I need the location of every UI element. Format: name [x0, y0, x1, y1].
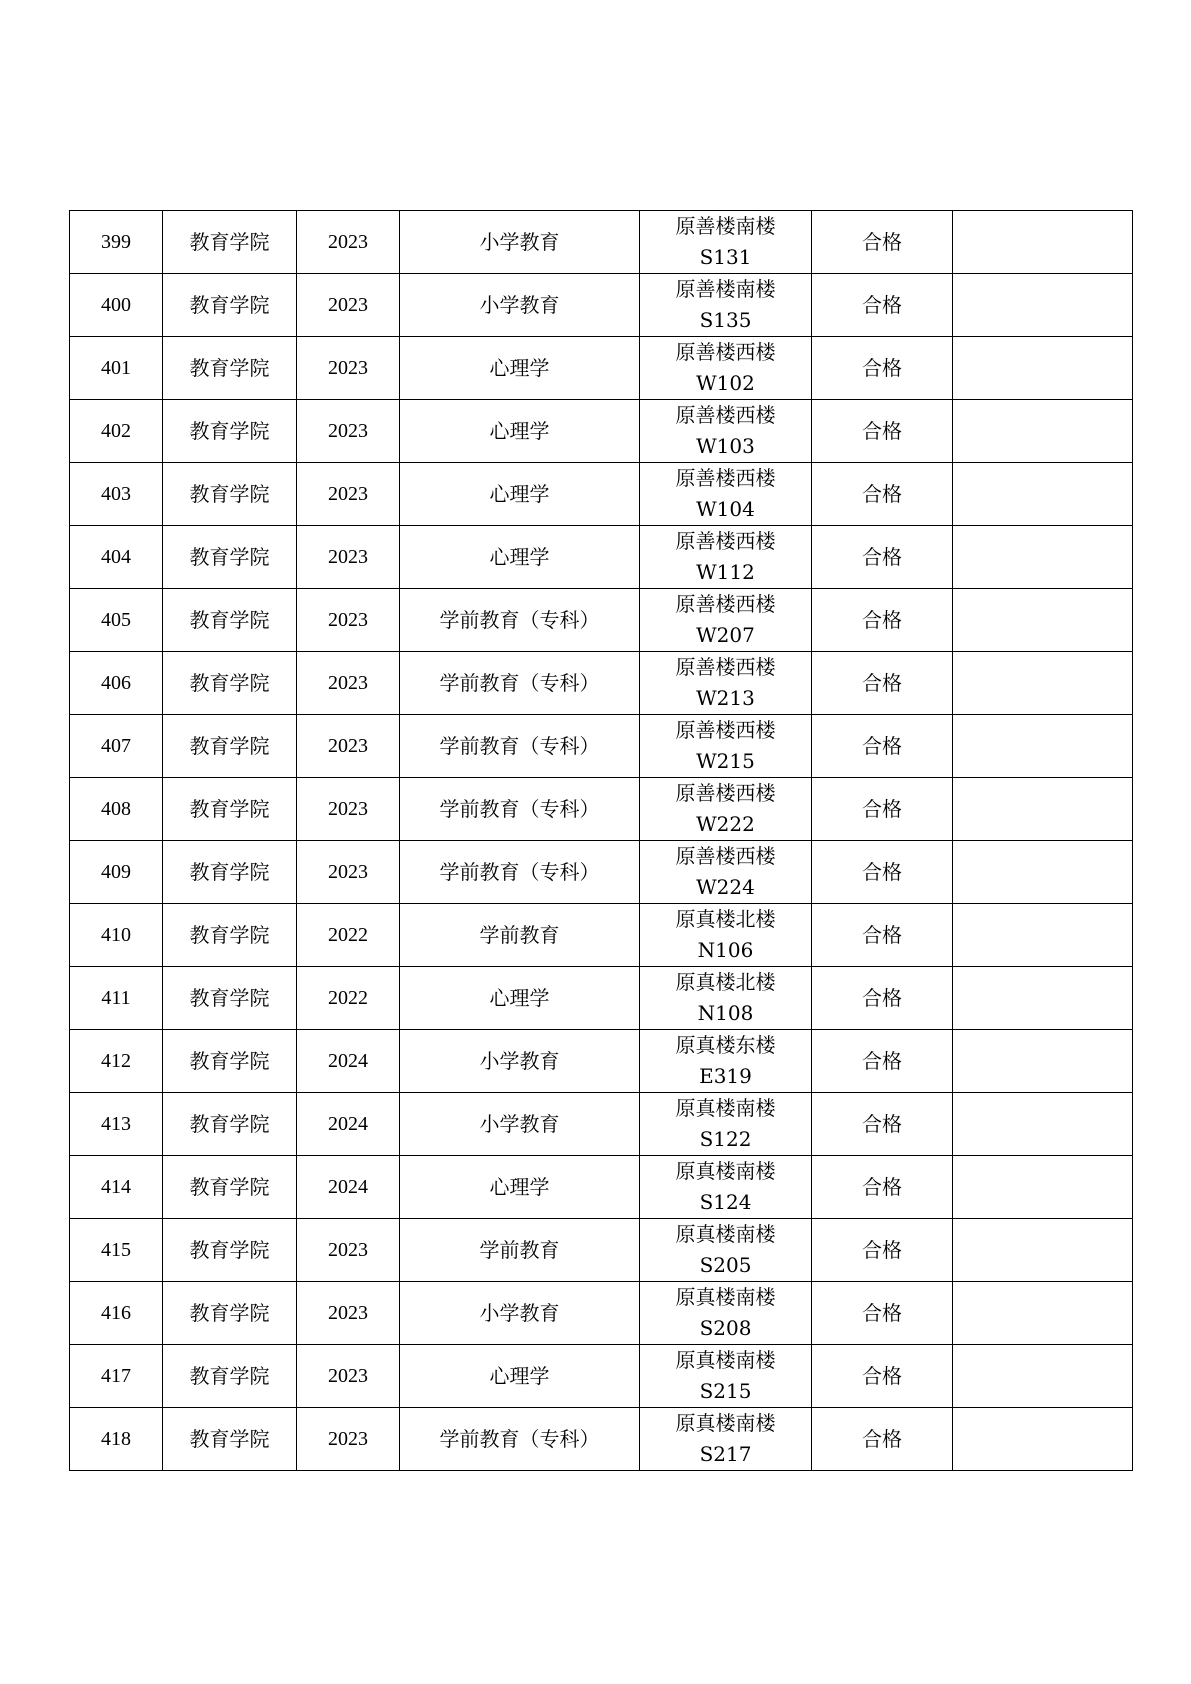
remark-cell [953, 274, 1133, 337]
major-cell: 心理学 [400, 463, 640, 526]
table-row [70, 1156, 1133, 1219]
college-cell: 教育学院 [163, 274, 297, 337]
table-row [70, 1093, 1133, 1156]
row-number-cell: 403 [70, 463, 163, 526]
table-row [70, 841, 1133, 904]
major-cell: 小学教育 [400, 1030, 640, 1093]
college-cell: 教育学院 [163, 1219, 297, 1282]
location-cell [640, 589, 812, 652]
year-cell: 2023 [297, 400, 400, 463]
remark-cell [953, 400, 1133, 463]
location-cell [640, 1408, 812, 1471]
year-cell: 2023 [297, 463, 400, 526]
college-cell: 教育学院 [163, 1093, 297, 1156]
row-number-cell: 401 [70, 337, 163, 400]
row-number-cell: 405 [70, 589, 163, 652]
building-name: 原真楼南楼 [675, 1222, 776, 1246]
room-number: S124 [699, 1190, 752, 1214]
location-cell [640, 1093, 812, 1156]
remark-cell [953, 715, 1133, 778]
major-cell: 学前教育（专科） [400, 652, 640, 715]
room-number: W222 [696, 812, 755, 836]
remark-cell [953, 1093, 1133, 1156]
table-row [70, 589, 1133, 652]
table-row [70, 211, 1133, 274]
year-cell: 2023 [297, 274, 400, 337]
college-cell: 教育学院 [163, 778, 297, 841]
location-cell [640, 1219, 812, 1282]
location-cell [640, 1156, 812, 1219]
result-cell: 合格 [812, 211, 953, 274]
building-name: 原真楼东楼 [675, 1033, 776, 1057]
table-row [70, 1219, 1133, 1282]
row-number-cell: 413 [70, 1093, 163, 1156]
building-name: 原善楼西楼 [675, 655, 776, 679]
room-number: S122 [699, 1127, 752, 1151]
location-cell [640, 652, 812, 715]
building-name: 原真楼南楼 [675, 1096, 776, 1120]
year-cell: 2023 [297, 337, 400, 400]
table-row [70, 526, 1133, 589]
building-name: 原善楼西楼 [675, 718, 776, 742]
result-cell: 合格 [812, 841, 953, 904]
building-name: 原善楼西楼 [675, 466, 776, 490]
major-cell: 心理学 [400, 400, 640, 463]
result-cell: 合格 [812, 526, 953, 589]
location-cell [640, 841, 812, 904]
college-cell: 教育学院 [163, 589, 297, 652]
college-cell: 教育学院 [163, 967, 297, 1030]
year-cell: 2024 [297, 1093, 400, 1156]
room-number: S208 [699, 1316, 752, 1340]
college-cell: 教育学院 [163, 841, 297, 904]
result-cell: 合格 [812, 1156, 953, 1219]
major-cell: 小学教育 [400, 211, 640, 274]
year-cell: 2022 [297, 904, 400, 967]
remark-cell [953, 1030, 1133, 1093]
college-cell: 教育学院 [163, 1156, 297, 1219]
room-number: W103 [696, 434, 755, 458]
major-cell: 小学教育 [400, 1093, 640, 1156]
room-number: W112 [696, 560, 755, 584]
room-number: W102 [696, 371, 755, 395]
building-name: 原真楼北楼 [675, 970, 776, 994]
room-number: N108 [697, 1001, 754, 1025]
row-number-cell: 417 [70, 1345, 163, 1408]
college-cell: 教育学院 [163, 1345, 297, 1408]
building-name: 原善楼南楼 [675, 277, 776, 301]
table-row [70, 1345, 1133, 1408]
location-cell [640, 778, 812, 841]
result-cell: 合格 [812, 1030, 953, 1093]
table-row [70, 400, 1133, 463]
room-number: S205 [699, 1253, 752, 1277]
college-cell: 教育学院 [163, 1408, 297, 1471]
major-cell: 心理学 [400, 967, 640, 1030]
year-cell: 2023 [297, 589, 400, 652]
year-cell: 2023 [297, 1408, 400, 1471]
result-cell: 合格 [812, 1219, 953, 1282]
table-row [70, 904, 1133, 967]
table-row [70, 967, 1133, 1030]
year-cell: 2024 [297, 1030, 400, 1093]
row-number-cell: 402 [70, 400, 163, 463]
room-number: S135 [699, 308, 752, 332]
result-cell: 合格 [812, 778, 953, 841]
remark-cell [953, 904, 1133, 967]
table-row [70, 1030, 1133, 1093]
year-cell: 2023 [297, 715, 400, 778]
room-number: W104 [696, 497, 755, 521]
result-cell: 合格 [812, 1093, 953, 1156]
college-cell: 教育学院 [163, 400, 297, 463]
result-cell: 合格 [812, 400, 953, 463]
college-cell: 教育学院 [163, 1282, 297, 1345]
row-number-cell: 410 [70, 904, 163, 967]
building-name: 原真楼北楼 [675, 907, 776, 931]
location-cell [640, 715, 812, 778]
remark-cell [953, 211, 1133, 274]
building-name: 原善楼西楼 [675, 340, 776, 364]
major-cell: 学前教育 [400, 1219, 640, 1282]
major-cell: 学前教育（专科） [400, 841, 640, 904]
result-cell: 合格 [812, 589, 953, 652]
major-cell: 学前教育（专科） [400, 1408, 640, 1471]
major-cell: 心理学 [400, 337, 640, 400]
row-number-cell: 415 [70, 1219, 163, 1282]
year-cell: 2024 [297, 1156, 400, 1219]
major-cell: 心理学 [400, 526, 640, 589]
location-cell [640, 967, 812, 1030]
building-name: 原真楼南楼 [675, 1411, 776, 1435]
result-cell: 合格 [812, 274, 953, 337]
location-cell [640, 337, 812, 400]
row-number-cell: 409 [70, 841, 163, 904]
college-cell: 教育学院 [163, 715, 297, 778]
row-number-cell: 406 [70, 652, 163, 715]
table-row [70, 1408, 1133, 1471]
remark-cell [953, 526, 1133, 589]
table-row [70, 274, 1133, 337]
building-name: 原善楼南楼 [675, 214, 776, 238]
year-cell: 2023 [297, 778, 400, 841]
row-number-cell: 418 [70, 1408, 163, 1471]
location-cell [640, 1030, 812, 1093]
room-number: S215 [699, 1379, 752, 1403]
row-number-cell: 416 [70, 1282, 163, 1345]
row-number-cell: 400 [70, 274, 163, 337]
building-name: 原善楼西楼 [675, 403, 776, 427]
major-cell: 小学教育 [400, 274, 640, 337]
year-cell: 2023 [297, 526, 400, 589]
room-number: E319 [699, 1064, 752, 1088]
college-cell: 教育学院 [163, 1030, 297, 1093]
table-row [70, 652, 1133, 715]
room-number: N106 [697, 938, 754, 962]
year-cell: 2023 [297, 211, 400, 274]
remark-cell [953, 1345, 1133, 1408]
location-cell [640, 1345, 812, 1408]
remark-cell [953, 778, 1133, 841]
remark-cell [953, 1156, 1133, 1219]
room-number: S217 [699, 1442, 752, 1466]
year-cell: 2023 [297, 1282, 400, 1345]
building-name: 原善楼西楼 [675, 592, 776, 616]
remark-cell [953, 463, 1133, 526]
row-number-cell: 407 [70, 715, 163, 778]
college-cell: 教育学院 [163, 652, 297, 715]
location-cell [640, 526, 812, 589]
table-row [70, 715, 1133, 778]
room-number: W207 [696, 623, 755, 647]
remark-cell [953, 1219, 1133, 1282]
year-cell: 2023 [297, 1345, 400, 1408]
remark-cell [953, 1282, 1133, 1345]
result-cell: 合格 [812, 1408, 953, 1471]
result-cell: 合格 [812, 967, 953, 1030]
college-cell: 教育学院 [163, 904, 297, 967]
location-cell [640, 1282, 812, 1345]
result-cell: 合格 [812, 652, 953, 715]
result-cell: 合格 [812, 715, 953, 778]
remark-cell [953, 841, 1133, 904]
row-number-cell: 404 [70, 526, 163, 589]
table-body [70, 211, 1133, 1471]
building-name: 原善楼西楼 [675, 844, 776, 868]
result-cell: 合格 [812, 1282, 953, 1345]
college-cell: 教育学院 [163, 463, 297, 526]
college-cell: 教育学院 [163, 211, 297, 274]
remark-cell [953, 337, 1133, 400]
major-cell: 学前教育（专科） [400, 589, 640, 652]
room-number: W213 [696, 686, 755, 710]
year-cell: 2023 [297, 652, 400, 715]
row-number-cell: 414 [70, 1156, 163, 1219]
room-number: W224 [696, 875, 755, 899]
remark-cell [953, 652, 1133, 715]
remark-cell [953, 967, 1133, 1030]
remark-cell [953, 1408, 1133, 1471]
major-cell: 小学教育 [400, 1282, 640, 1345]
inspection-results-table [69, 210, 1133, 1471]
result-cell: 合格 [812, 463, 953, 526]
year-cell: 2023 [297, 1219, 400, 1282]
year-cell: 2023 [297, 841, 400, 904]
year-cell: 2022 [297, 967, 400, 1030]
table-row [70, 1282, 1133, 1345]
result-cell: 合格 [812, 904, 953, 967]
table-row [70, 337, 1133, 400]
building-name: 原真楼南楼 [675, 1159, 776, 1183]
major-cell: 学前教育（专科） [400, 778, 640, 841]
location-cell [640, 463, 812, 526]
result-cell: 合格 [812, 337, 953, 400]
location-cell [640, 274, 812, 337]
row-number-cell: 408 [70, 778, 163, 841]
major-cell: 学前教育 [400, 904, 640, 967]
building-name: 原善楼西楼 [675, 529, 776, 553]
table-row [70, 778, 1133, 841]
major-cell: 学前教育（专科） [400, 715, 640, 778]
table-row [70, 463, 1133, 526]
building-name: 原真楼南楼 [675, 1348, 776, 1372]
building-name: 原真楼南楼 [675, 1285, 776, 1309]
remark-cell [953, 589, 1133, 652]
college-cell: 教育学院 [163, 337, 297, 400]
major-cell: 心理学 [400, 1345, 640, 1408]
building-name: 原善楼西楼 [675, 781, 776, 805]
row-number-cell: 411 [70, 967, 163, 1030]
room-number: S131 [699, 245, 752, 269]
location-cell [640, 211, 812, 274]
major-cell: 心理学 [400, 1156, 640, 1219]
row-number-cell: 399 [70, 211, 163, 274]
result-cell: 合格 [812, 1345, 953, 1408]
location-cell [640, 400, 812, 463]
college-cell: 教育学院 [163, 526, 297, 589]
room-number: W215 [696, 749, 755, 773]
row-number-cell: 412 [70, 1030, 163, 1093]
location-cell [640, 904, 812, 967]
